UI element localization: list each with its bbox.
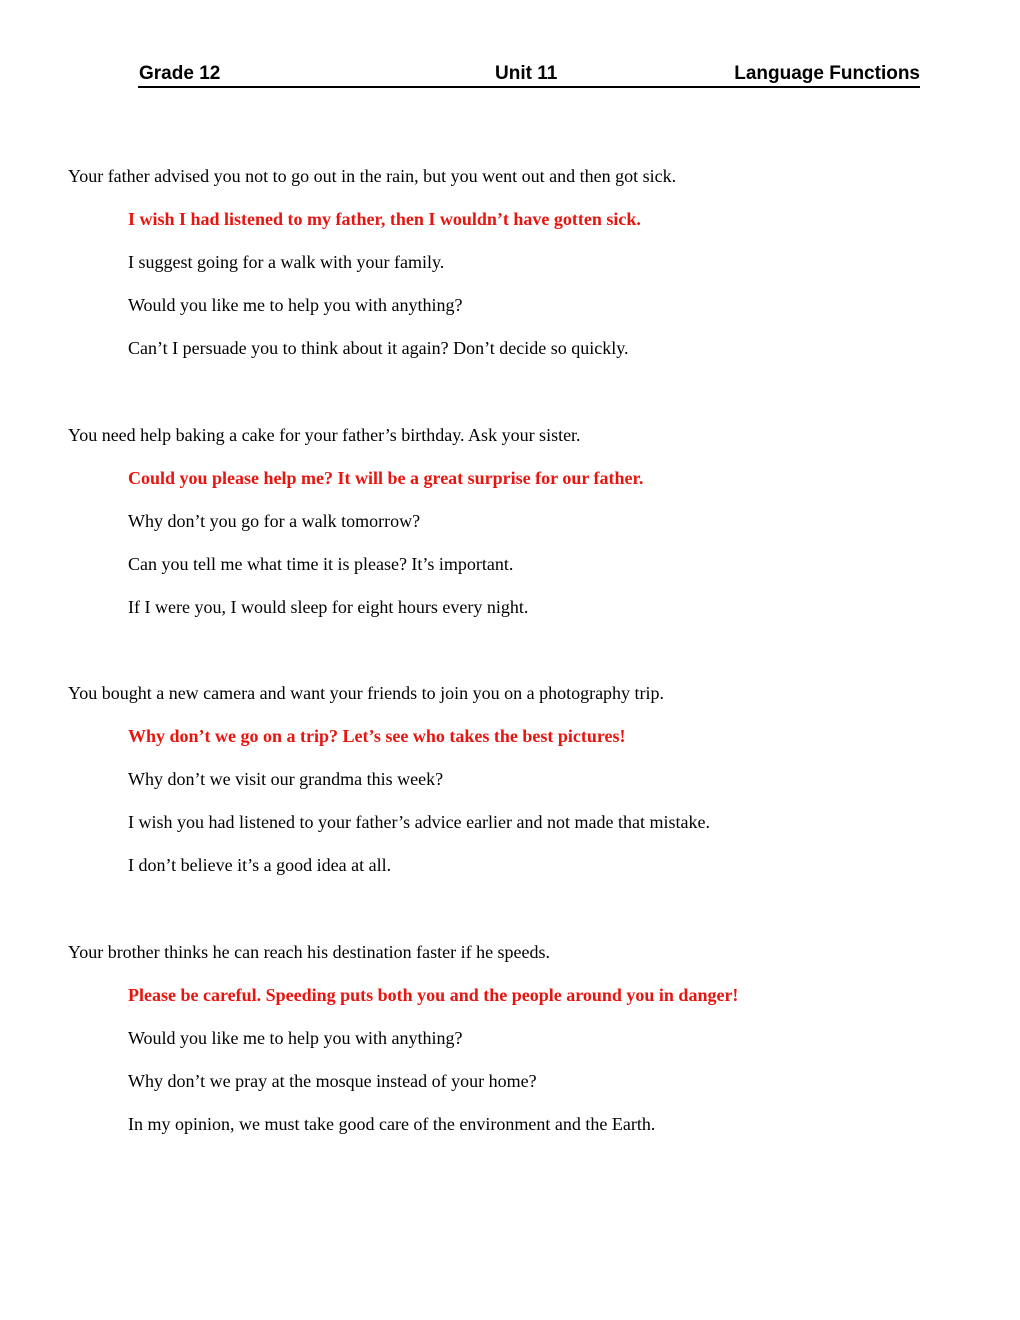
header-topic: Language Functions xyxy=(734,63,920,84)
answer-option-correct: Please be careful. Speeding puts both you and the people around you in danger! xyxy=(128,985,739,1005)
answer-option: Would you like me to help you with anything? xyxy=(128,1028,463,1048)
answer-option: I wish you had listened to your father’s advice earlier and not made that mistake. xyxy=(128,812,710,832)
question-prompt: You need help baking a cake for your father’s birthday. Ask your sister. xyxy=(68,425,581,445)
page-header xyxy=(138,60,920,88)
question-prompt: Your father advised you not to go out in the rain, but you went out and then got sick. xyxy=(68,166,677,186)
header-grade: Grade 12 xyxy=(139,63,221,84)
answer-option-correct: Could you please help me? It will be a great surprise for our father. xyxy=(128,468,644,488)
answer-option: Would you like me to help you with anything? xyxy=(128,295,463,315)
answer-option: In my opinion, we must take good care of the environment and the Earth. xyxy=(128,1114,656,1134)
question-prompt: You bought a new camera and want your friends to join you on a photography trip. xyxy=(68,683,665,703)
question-prompt: Your brother thinks he can reach his destination faster if he speeds. xyxy=(68,942,551,962)
answer-option: Can you tell me what time it is please? It’s important. xyxy=(128,554,514,574)
answer-option: Can’t I persuade you to think about it again? Don’t decide so quickly. xyxy=(128,338,629,358)
answer-option: Why don’t we visit our grandma this week? xyxy=(128,769,444,789)
answer-option: I don’t believe it’s a good idea at all. xyxy=(128,855,392,875)
header-unit: Unit 11 xyxy=(495,63,558,84)
answer-option: Why don’t you go for a walk tomorrow? xyxy=(128,511,421,531)
answer-option-correct: I wish I had listened to my father, then I wouldn’t have gotten sick. xyxy=(128,209,641,229)
answer-option: Why don’t we pray at the mosque instead of your home? xyxy=(128,1071,537,1091)
answer-option: I suggest going for a walk with your family. xyxy=(128,252,445,272)
answer-option-correct: Why don’t we go on a trip? Let’s see who takes the best pictures! xyxy=(128,726,626,746)
answer-option: If I were you, I would sleep for eight hours every night. xyxy=(128,597,529,617)
